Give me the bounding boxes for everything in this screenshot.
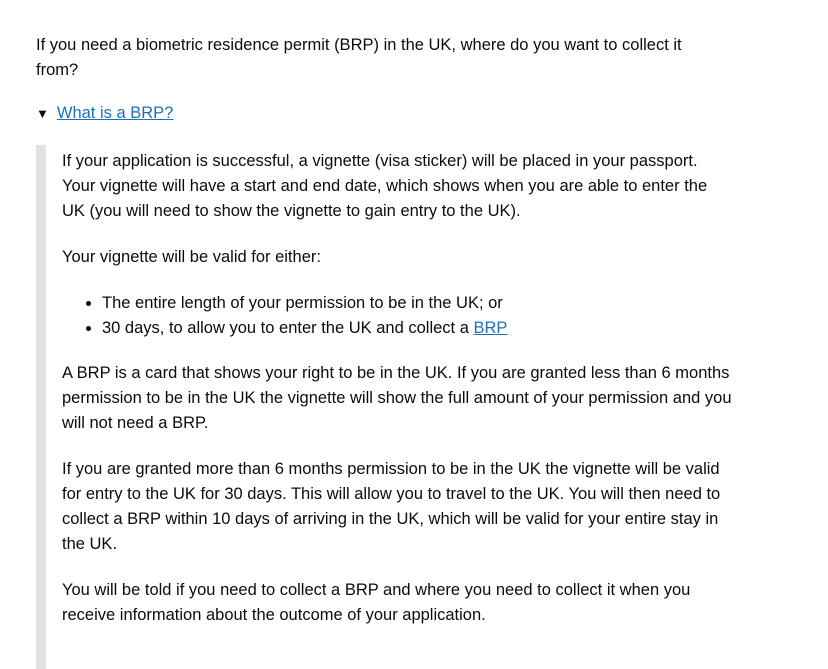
validity-list — [62, 291, 736, 341]
paragraph: You will be told if you need to collect a BRP and where you need to collect it when you receive information about the outcome of your application. — [62, 581, 691, 624]
what-is-brp-link[interactable]: What is a BRP? — [56, 104, 174, 122]
details-summary[interactable] — [36, 101, 173, 126]
question-heading: If you need a biometric residence permit (BRP) in the UK, where do you want to collect it from? — [36, 36, 682, 79]
list-item-text: 30 days, to allow you to enter the UK and collect a — [102, 319, 474, 337]
brp-link[interactable]: BRP — [473, 319, 508, 337]
paragraph: If your application is successful, a vignette (visa sticker) will be placed in your passport. Your vignette will have a start and end date, which shows when you are able to enter the UK (you will need to show the vignette to gain entry to the UK). — [62, 152, 708, 220]
details-content — [36, 145, 736, 669]
list-item — [102, 316, 736, 341]
paragraph: If you are granted more than 6 months permission to be in the UK the vignette will be valid for entry to the UK for 30 days. This will allow you to travel to the UK. You will then need to collect a BRP within 10 days of arriving in the UK, which will be valid for your entire stay in the UK. — [62, 460, 721, 553]
paragraph: Your vignette will be valid for either: — [62, 248, 321, 266]
triangle-down-icon: ▼ — [36, 106, 49, 121]
paragraph: A BRP is a card that shows your right to be in the UK. If you are granted less than 6 months permission to be in the UK the vignette will show the full amount of your permission and you will not need a BRP. — [62, 364, 732, 432]
list-item: • The entire length of your permission to be in the UK; or — [102, 291, 736, 316]
